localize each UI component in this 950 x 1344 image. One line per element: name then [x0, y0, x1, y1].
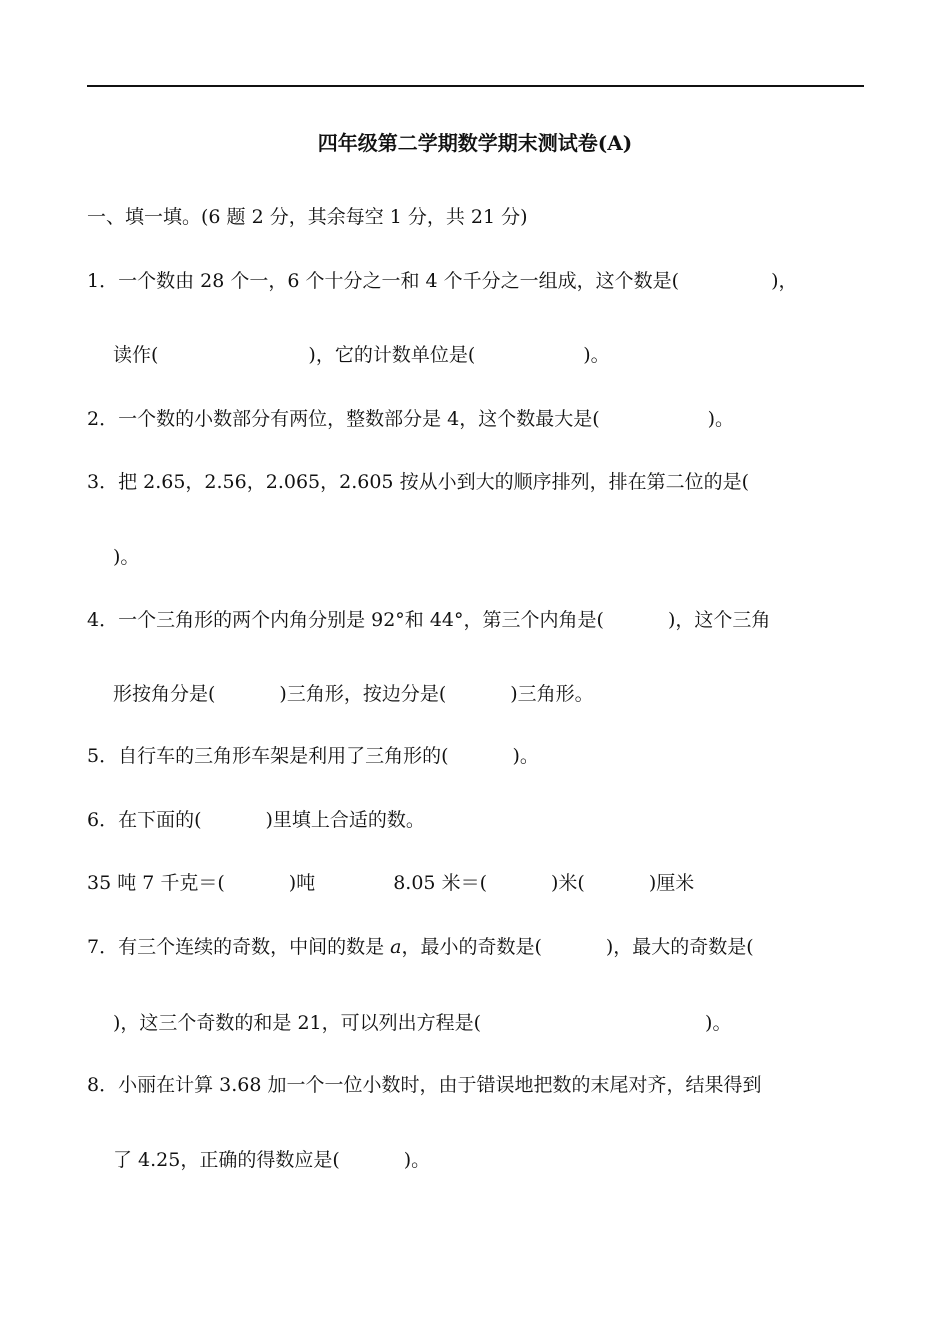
q6-sub-text-a: 35 吨 7 千克＝( [87, 872, 225, 894]
q5-text-b: )。 [512, 745, 539, 767]
question-1-line-2 [113, 342, 610, 368]
q8-text-b: 了 4.25，正确的得数应是( [113, 1149, 340, 1171]
q6-sub-text-d: )米( [550, 872, 585, 894]
q6-text-b: )里填上合适的数。 [265, 809, 425, 831]
question-8-line-2 [113, 1147, 430, 1173]
q1-text-a: 1．一个数由 28 个一，6 个十分之一和 4 个千分之一组成，这个数是( [87, 270, 680, 292]
question-6-sub [87, 870, 694, 896]
q6-sub-text-c: 8.05 米＝( [393, 872, 487, 894]
q1-text-c: 读作( [113, 344, 159, 366]
q7-text-d: )，这三个奇数的和是 21，可以列出方程是( [113, 1012, 482, 1034]
q6-text-a: 6．在下面的( [87, 809, 202, 831]
q1-text-d: )，它的计数单位是( [308, 344, 476, 366]
page-title: 四年级第二学期数学期末测试卷(A) [317, 131, 633, 155]
q4-text-a: 4．一个三角形的两个内角分别是 92°和 44°，第三个内角是( [87, 609, 604, 631]
q7-text-c: )，最大的奇数是( [605, 936, 754, 958]
q1-text-e: )。 [583, 344, 610, 366]
question-4-line-2 [113, 681, 594, 707]
q7-text-b: ，最小的奇数是( [401, 936, 542, 958]
q1-text-b: )， [771, 270, 798, 292]
q4-text-b: )，这个三角 [667, 609, 771, 631]
q5-text-a: 5．自行车的三角形车架是利用了三角形的( [87, 745, 449, 767]
question-6 [87, 807, 425, 833]
q2-text-b: )。 [707, 408, 735, 430]
question-7-line-2 [113, 1010, 731, 1036]
q7-text-a: 7．有三个连续的奇数，中间的数是 [87, 936, 391, 958]
q3-text-b: )。 [113, 546, 140, 568]
header-rule [87, 85, 864, 87]
question-3-line-2 [113, 544, 139, 570]
question-8-line-1: 8．小丽在计算 3.68 加一个一位小数时，由于错误地把数的末尾对齐，结果得到 [87, 1074, 762, 1096]
q2-text-a: 2．一个数的小数部分有两位，整数部分是 4，这个数最大是( [87, 408, 600, 430]
q7-variable: a [390, 936, 402, 958]
q4-text-e: )三角形。 [510, 683, 594, 705]
q4-text-d: )三角形，按边分是( [279, 683, 447, 705]
q6-sub-text-e: )厘米 [648, 872, 695, 894]
q7-text-e: )。 [705, 1012, 732, 1034]
question-7-line-1 [87, 934, 754, 960]
question-1-line-1 [87, 268, 797, 294]
question-4-line-1 [87, 607, 770, 633]
question-5 [87, 743, 539, 769]
q6-sub-text-b: )吨 [288, 872, 316, 894]
question-2 [87, 406, 734, 432]
question-3-line-1: 3．把 2.65，2.56，2.065，2.605 按从小到大的顺序排列，排在第二位的是( [87, 471, 749, 493]
section-heading: 一、填一填。(6 题 2 分，其余每空 1 分，共 21 分) [87, 206, 528, 228]
q4-text-c: 形按角分是( [113, 683, 216, 705]
q8-text-c: )。 [403, 1149, 431, 1171]
